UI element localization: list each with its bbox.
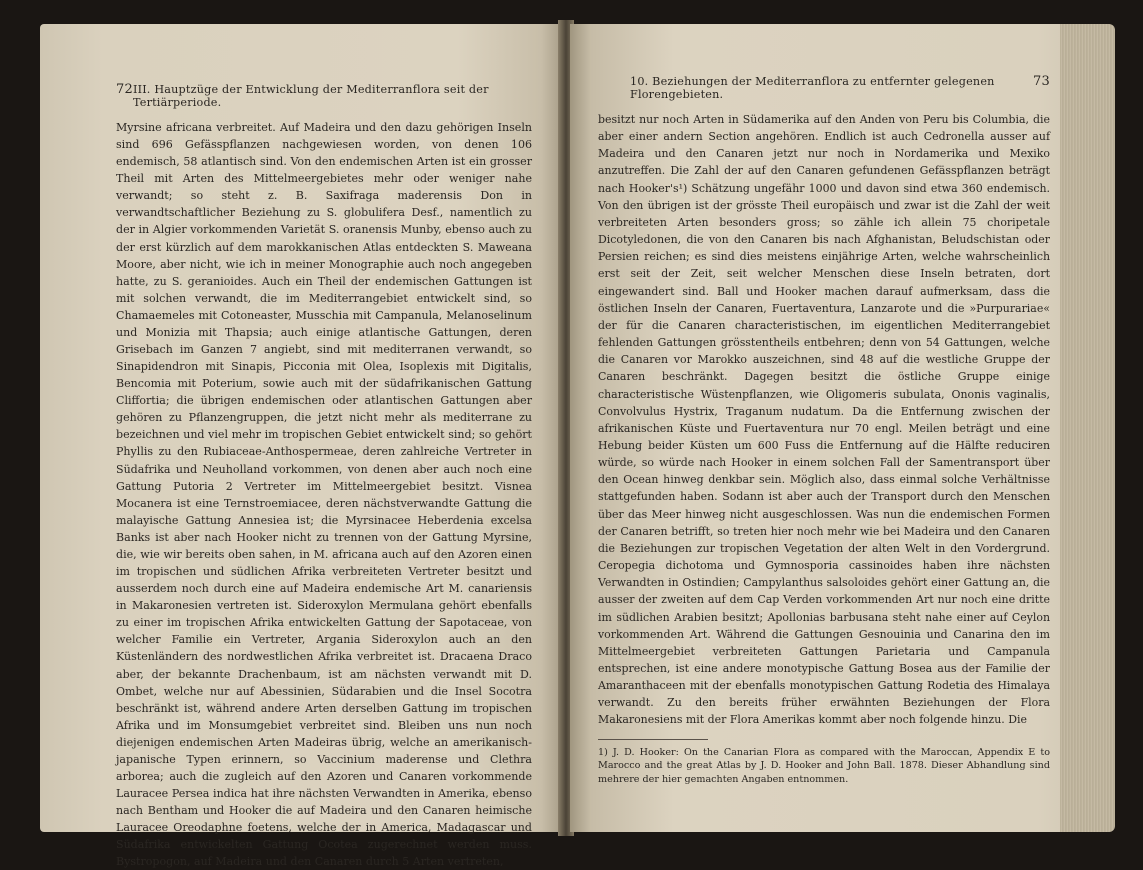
right-running-head: 10. Beziehungen der Mediterranflora zu entfernter gelegenen Florengebieten.: [630, 75, 995, 101]
right-page-text: besitzt nur noch Arten in Südamerika auf den Anden von Peru bis Columbia, die aber einer andern Section angehören. Endlich ist auch Cedronella ausser auf Madeira und den Canaren jetzt nur noch in Nordamerika und Mexiko anzutreffen. Die Zahl der auf den Canaren gefundenen Gefässpflanzen beträgt nach Hooker's¹) Schätzung ungefähr 1000 und davon sind etwa 360 endemisch. Von den übrigen ist der grösste Theil europäisch und zwar ist die Zahl der weit verbreiteten Arten besonders gross; so zähle ich allein 75 choripetale Dicotyledonen, die von den Canaren bis nach Afghanistan, Beludschistan oder Persien reichen; es sind dies meistens einjährige Arten, welche wahrscheinlich erst seit der Zeit, seit welcher Menschen diese Inseln betraten, dort eingewandert sind. Ball und Hooker machen darauf aufmerksam, dass die östlichen Inseln der Canaren, Fuertaventura, Lanzarote und die »Purpurariae« der für die Canaren characteristischen, im eigentlichen Mediterrangebiet fehlenden Gattungen grösstentheils entbehren; denn von 54 Gattungen, welche die Canaren vor Marokko auszeichnen, sind 48 auf die westliche Gruppe der Canaren beschränkt. Dagegen besitzt die östliche Gruppe einige characteristische Wüstenpflanzen, wie Oligomeris subulata, Ononis vaginalis, Convolvulus Hystrix, Traganum nudatum. Da die Entfernung zwischen der afrikanischen Küste und Fuertaventura nur 70 engl. Meilen beträgt und eine Hebung beider Küsten um 600 Fuss die Entfernung auf die Hälfte reduciren würde, so würde nach Hooker in einem solchen Fall der Samentransport über den Ocean hinweg denkbar sein. Möglich also, dass einmal solche Verhältnisse stattgefunden haben. Sodann ist aber auch der Transport durch den Menschen über das Meer hinweg nicht ausgeschlossen. Was nun die endemischen Formen der Canaren betrifft, so treten hier noch mehr wie bei Madeira und den Canaren die Beziehungen zur tropischen Vegetation der alten Welt in den Vordergrund. Ceropegia dichotoma und Gymnosporia cassinoides haben ihre nächsten Verwandten in Ostindien; Campylanthus salsoloides gehört einer Gattung an, die ausser der zweiten auf dem Cap Verden vorkommenden Art nur noch eine dritte im südlichen Arabien besitzt; Apollonias barbusana steht nahe einer auf Ceylon vorkommenden Art. Während die Gattungen Gesnouinia und Canarina den im Mittelmeergebiet verbreiteten Gattungen Parietaria und Campanula entsprechen, ist eine andere monotypische Gattung Bosea aus der Familie der Amaranthaceen mit der ebenfalls monotypischen Gattung Rodetia des Himalaya verwandt. Zu den bereits früher erwähnten Beziehungen der Flora Makaronesiens mit der Flora Amerikas kommt aber noch folgende hinzu. Die: [598, 113, 1050, 727]
left-page: [40, 24, 562, 869]
right-page-header: [598, 74, 1050, 101]
left-page-number: 72: [116, 82, 133, 97]
page-block-edge: [1060, 24, 1115, 832]
right-page-number: 73: [1033, 74, 1050, 89]
right-page: [570, 24, 1090, 832]
left-page-header: [116, 82, 532, 109]
left-page-text: Myrsine africana verbreitet. Auf Madeira und den dazu gehörigen Inseln sind 696 Gefässpflanzen nachgewiesen worden, von denen 106 endemisch, 58 atlantisch sind. Von den endemischen Arten ist ein grosser Theil mit Arten des Mittelmeergebietes mehr oder weniger nahe verwandt; so steht z. B. Saxifraga maderensis Don in verwandtschaftlicher Beziehung zu S. globulifera Desf., namentlich zu der in Algier vorkommenden Varietät S. oranensis Munby, ebenso auch zu der erst kürzlich auf dem marokkanischen Atlas entdeckten S. Maweana Moore, aber nicht, wie ich in meiner Monographie auch noch angegeben hatte, zu S. geranioides. Auch ein Theil der endemischen Gattungen ist mit solchen verwandt, die im Mediterrangebiet entwickelt sind, so Chamaemeles mit Cotoneaster, Musschia mit Campanula, Melanoselinum und Monizia mit Thapsia; auch einige atlantische Gattungen, deren Grisebach im Ganzen 7 angiebt, sind mit mediterranen verwandt, so Sinapidendron mit Sinapis, Picconia mit Olea, Isoplexis mit Digitalis, Bencomia mit Poterium, sowie auch mit der südafrikanischen Gattung Cliffortia; die übrigen endemischen oder atlantischen Gattungen aber gehören zu Pflanzengruppen, die jetzt nicht mehr als mediterrane zu bezeichnen und viel mehr im tropischen Gebiet entwickelt sind; so gehört Phyllis zu den Rubiaceae-Anthospermeae, deren zahlreiche Vertreter in Südafrika und Neuholland vorkommen, von denen aber auch noch eine Gattung Putoria 2 Vertreter im Mittelmeergebiet besitzt. Visnea Mocanera ist eine Ternstroemiacee, deren nächstverwandte Gattung die malayische Gattung Annesiea ist; die Myrsinacee Heberdenia excelsa Banks ist aber nach Hooker nicht zu trennen von der Gattung Myrsine, die, wie wir bereits oben sahen, in M. africana auch auf den Azoren einen im tropischen und südlichen Afrika verbreiteten Vertreter besitzt und ausserdem noch durch eine auf Madeira endemische Art M. canariensis in Makaronesien vertreten ist. Sideroxylon Mermulana gehört ebenfalls zu einer im tropischen Afrika entwickelten Gattung der Sapotaceae, von welcher Familie ein Vertreter, Argania Sideroxylon auch an den Küstenländern des nordwestlichen Afrika verbreitet ist. Dracaena Draco aber, der bekannte Drachenbaum, ist am nächsten verwandt mit D. Ombet, welche nur auf Abessinien, Südarabien und die Insel Socotra beschränkt ist, während andere Arten derselben Gattung im tropischen Afrika und im Monsumgebiet verbreitet sind. Bleiben uns nun noch diejenigen endemischen Arten Madeiras übrig, welche an amerikanisch-japanische Typen erinnern, so Vaccinium maderense und Clethra arborea; auch die zugleich auf den Azoren und Canaren vorkommende Lauracee Persea indica hat ihre nächsten Verwandten in Amerika, ebenso nach Bentham und Hooker die auf Madeira und den Canaren heimische Lauracee Oreodaphne foetens, welche der in America, Madagascar und Südafrika entwickelten Gattung Ocotea zugerechnet werden muss. Bystropogon, auf Madeira und den Canaren durch 5 Arten vertreten,: [116, 121, 532, 869]
open-book: [40, 10, 1115, 869]
left-running-head: III. Hauptzüge der Entwicklung der Mediterranflora seit der Tertiärperiode.: [132, 83, 489, 109]
footnote: 1) J. D. Hooker: On the Canarian Flora as compared with the Maroccan, Appendix E to Marocco and the great Atlas by J. D. Hooker and John Ball. 1878. Dieser Abhandlung sind mehrere der hier gemachten Angaben entnommen.: [598, 746, 1050, 785]
right-page-body: [598, 111, 1050, 786]
footnote-rule: [598, 739, 708, 740]
left-page-body: [116, 119, 532, 870]
